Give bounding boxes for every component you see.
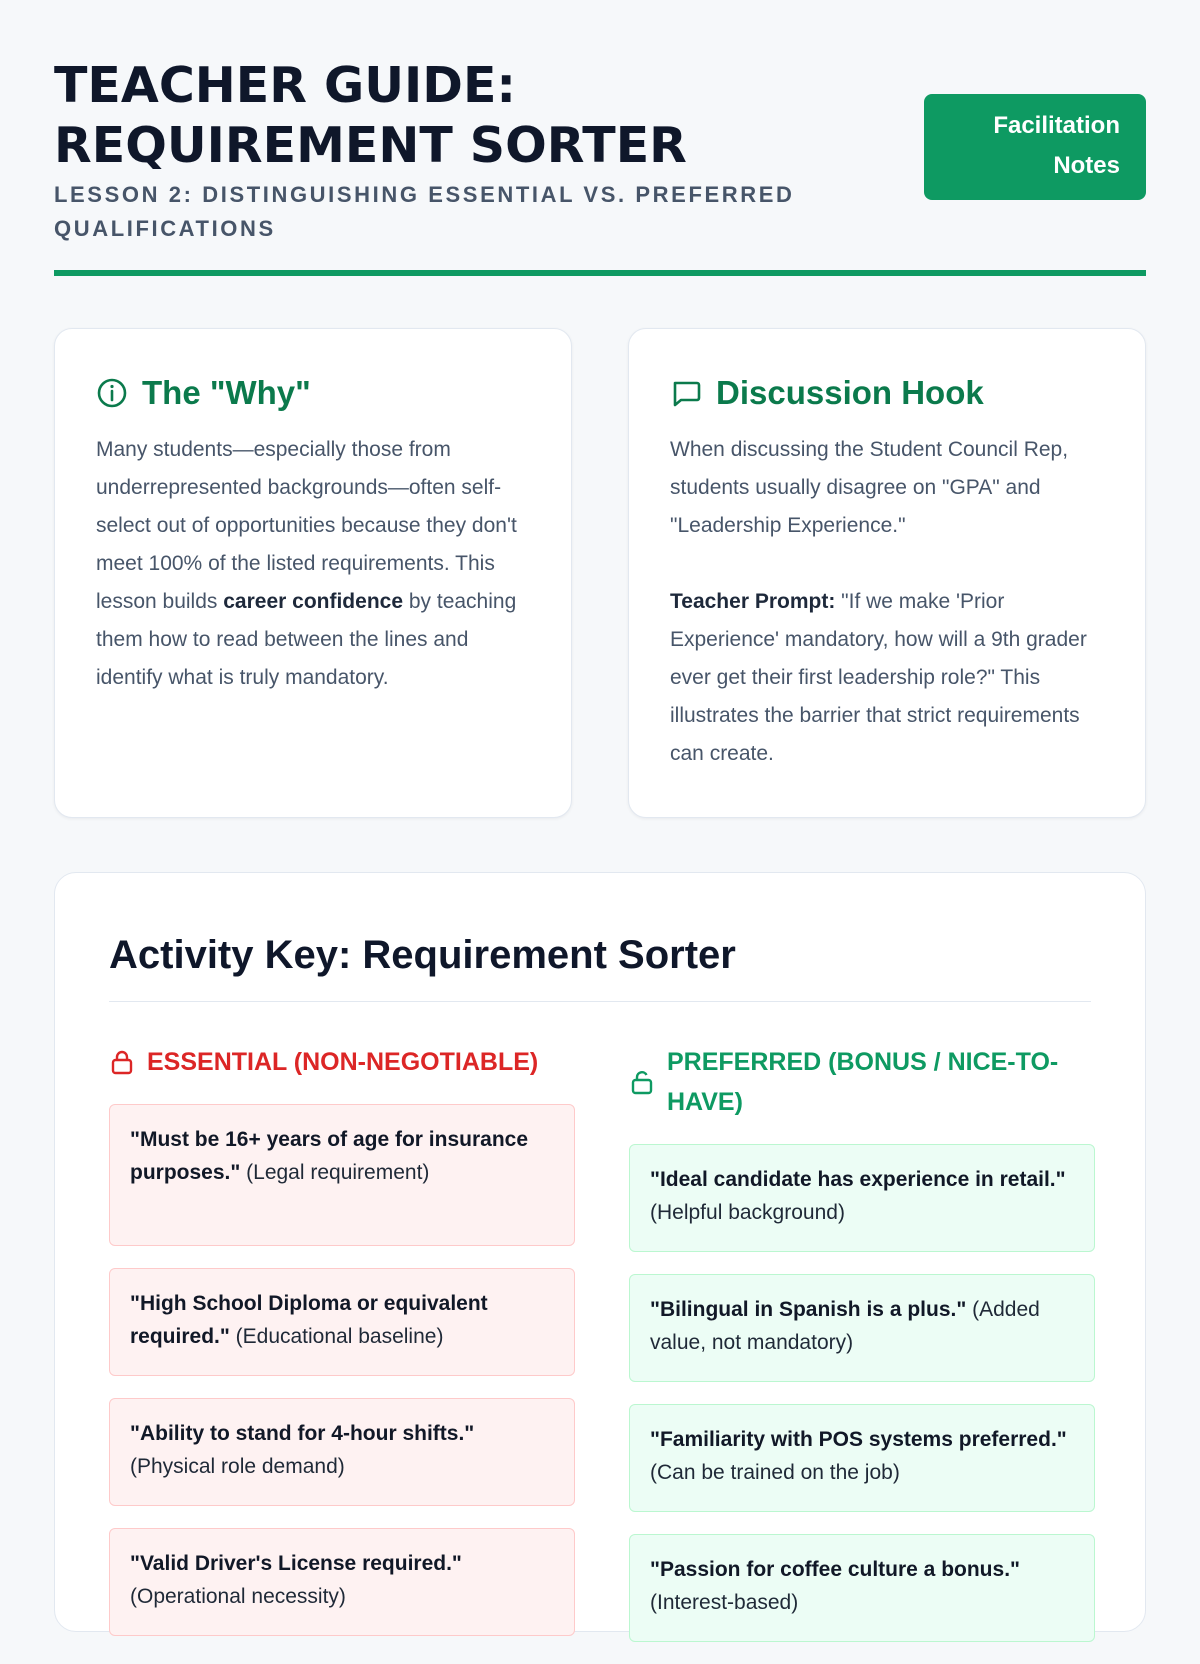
teacher-prompt-text: "If we make 'Prior Experience' mandatory, how will a 9th grader ever get their first leadership role?" This illustrates the barrier that strict requirements can create.	[670, 590, 1087, 765]
why-card-text	[96, 431, 531, 697]
essential-items	[109, 1104, 575, 1636]
preferred-item	[629, 1274, 1095, 1382]
item-quote: "Ideal candidate has experience in retail."	[650, 1168, 1066, 1191]
badge-line-2: Notes	[1053, 152, 1120, 179]
activity-title: Activity Key: Requirement Sorter	[109, 925, 1091, 1002]
essential-heading-label: ESSENTIAL (NON-NEGOTIABLE)	[147, 1048, 539, 1076]
item-quote: "Ability to stand for 4-hour shifts."	[130, 1422, 475, 1445]
badge-line-1: Facilitation	[993, 112, 1120, 139]
why-text-bold: career confidence	[223, 590, 404, 613]
why-card-title: The "Why"	[142, 374, 311, 411]
essential-item	[109, 1528, 575, 1636]
item-quote: "Valid Driver's License required."	[130, 1552, 462, 1575]
hook-card-header	[670, 371, 1105, 415]
chat-bubble-icon	[670, 377, 702, 409]
hook-card-title: Discussion Hook	[716, 374, 984, 411]
why-card-header	[96, 371, 531, 415]
item-note: (Physical role demand)	[130, 1455, 345, 1478]
intro-cards	[54, 328, 1146, 818]
teacher-prompt-label: Teacher Prompt:	[670, 590, 836, 613]
preferred-column	[629, 1042, 1095, 1664]
preferred-item	[629, 1144, 1095, 1252]
why-text-before: Many students—especially those from underrepresented backgrounds—often self-select out of opportunities because they don't meet 100% of the listed requirements. This lesson builds	[96, 438, 517, 613]
item-note: (Added value, not mandatory)	[650, 1298, 1040, 1354]
why-text-after: by teaching them how to read between the lines and identify what is truly mandatory.	[96, 590, 517, 689]
teacher-prompt	[670, 583, 1105, 773]
item-quote: "Must be 16+ years of age for insurance purposes."	[130, 1128, 529, 1184]
page-subtitle: LESSON 2: DISTINGUISHING ESSENTIAL VS. PREFERRED QUALIFICATIONS	[54, 182, 795, 241]
essential-column	[109, 1042, 575, 1658]
facilitation-notes-badge	[924, 94, 1146, 200]
item-note: (Educational baseline)	[229, 1325, 444, 1348]
hook-card-text	[670, 431, 1105, 773]
discussion-hook-card	[628, 328, 1146, 818]
page-header	[54, 0, 1146, 276]
preferred-heading-label: PREFERRED (BONUS / NICE-TO-HAVE)	[667, 1048, 1059, 1116]
preferred-item	[629, 1534, 1095, 1642]
why-card	[54, 328, 572, 818]
lock-closed-icon	[109, 1049, 135, 1075]
lock-open-icon	[629, 1069, 655, 1095]
item-note: (Legal requirement)	[240, 1161, 430, 1184]
activity-key-panel	[54, 872, 1146, 1632]
essential-item	[109, 1104, 575, 1246]
preferred-items	[629, 1144, 1095, 1642]
item-quote: "High School Diploma or equivalent required."	[130, 1292, 488, 1348]
item-quote: "Bilingual in Spanish is a plus."	[650, 1298, 967, 1321]
item-note: (Can be trained on the job)	[650, 1461, 900, 1484]
item-quote: "Passion for coffee culture a bonus."	[650, 1558, 1020, 1581]
preferred-item	[629, 1404, 1095, 1512]
essential-item	[109, 1398, 575, 1506]
item-note: (Interest-based)	[650, 1591, 799, 1614]
preferred-heading	[629, 1042, 1095, 1122]
page-title: TEACHER GUIDE: REQUIREMENT SORTER	[54, 57, 687, 174]
item-note: (Helpful background)	[650, 1201, 845, 1224]
essential-item	[109, 1268, 575, 1376]
essential-heading	[109, 1042, 575, 1082]
hook-intro: When discussing the Student Council Rep, students usually disagree on "GPA" and "Leadership Experience."	[670, 438, 1069, 537]
item-note: (Operational necessity)	[130, 1585, 346, 1608]
item-quote: "Familiarity with POS systems preferred."	[650, 1428, 1067, 1451]
info-icon	[96, 377, 128, 409]
